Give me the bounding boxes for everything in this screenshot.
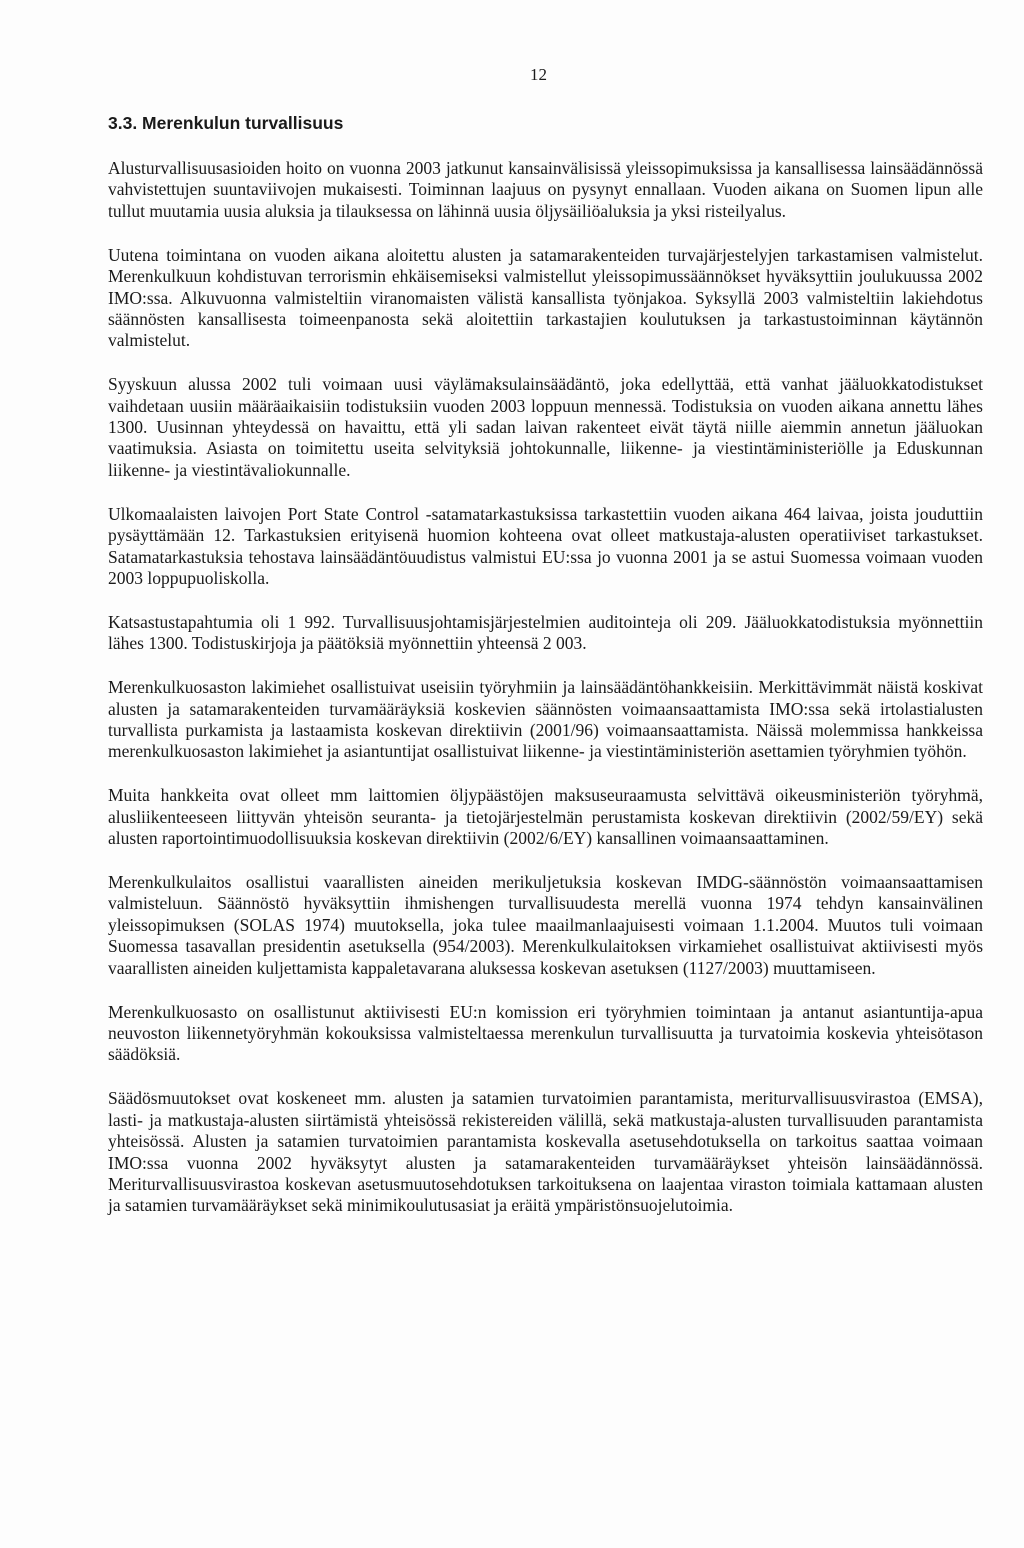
document-body [108, 158, 983, 1239]
paragraph-imdg: Merenkulkulaitos osallistui vaarallisten aineiden merikuljetuksia koskevan IMDG-säännöstön voimaansaattamisen valmisteluun. Säännöstö hyväksyttiin ihmishengen turvallisuudesta merellä vuonna 1974 tehdyn kansainvälinen yleissopimuksen (SOLAS 1974) muutoksella, joka tulee maailmanlaajuisesti voimaan 1.1.2004. Muutos tuli voimaan Suomessa tasavallan presidentin asetuksella (954/2003). Merenkulkulaitoksen virkamiehet osallistuivat aktiivisesti myös vaarallisten aineiden kuljettamista kappaletavarana aluksessa koskevan asetuksen (1127/2003) muuttamiseen. [108, 872, 983, 978]
section-heading: 3.3. Merenkulun turvallisuus [108, 113, 344, 133]
paragraph-vaylamaksu: Syyskuun alussa 2002 tuli voimaan uusi väylämaksulainsäädäntö, joka edellyttää, että vanhat jääluokkatodistukset vaihdetaan uusiin määräaikaisiin todistuksiin vuoden 2003 loppuun mennessä. Todistuksia on vuoden aikana annettu lähes 1300. Uusinnan yhteydessä on havaittu, että yli sadan laivan rakenteet eivät täytä niille aiemmin annetun jääluokan vaatimuksia. Asiasta on toimitettu useita selvityksiä johtokunnalle, liikenne- ja viestintäministeriölle ja Eduskunnan liikenne- ja viestintävaliokunnalle. [108, 374, 983, 480]
page-number: 12 [530, 65, 547, 84]
paragraph-turvajarjestelyt: Uutena toimintana on vuoden aikana aloitettu alusten ja satamarakenteiden turvajärjestelyjen tarkastamisen valmistelut. Merenkulkuun kohdistuvan terrorismin ehkäisemiseksi valmistellut yleissopimussäännökset hyväksyttiin joulukuussa 2002 IMO:ssa. Alkuvuonna valmisteltiin viranomaisten välistä kansallista työnjakoa. Syksyllä 2003 valmisteltiin lakiehdotus säännösten kansallisesta toimeenpanosta sekä aloitettiin tarkastajien koulutuksen ja tarkastustoiminnan käytännön valmistelut. [108, 244, 983, 351]
paragraph-port-state-control: Ulkomaalaisten laivojen Port State Control -satamatarkastuksissa tarkastettiin vuoden aikana 464 laivaa, joista jouduttiin pysäyttämään 12. Tarkastuksien erityisenä huomion kohteena ovat olleet matkustaja-alusten operatiiviset tarkastukset. Satamatarkastuksia tehostava lainsäädäntöuudistus valmistui EU:ssa jo vuonna 2001 ja se astui Suomessa voimaan vuoden 2003 loppupuoliskolla. [108, 503, 983, 588]
paragraph-muut-hankkeet: Muita hankkeita ovat olleet mm laittomien öljypäästöjen maksuseuraamusta selvittävä oikeusministeriön työryhmä, alusliikenteeseen liittyvän yhteisön seuranta- ja tietojärjestelmän perustamista koskevan direktiivin (2002/59/EY) sekä alusten raportointimuodollisuuksia koskevan direktiivin (2002/6/EY) kansallinen voimaansaattaminen. [108, 785, 983, 849]
paragraph-eu-tyoryhmat: Merenkulkuosasto on osallistunut aktiivisesti EU:n komission eri työryhmien toimintaan ja antanut asiantuntija-apua neuvoston liikennetyöryhmän kokouksissa valmisteltaessa merenkulun turvallisuutta ja turvatoimia koskevia yhteisötason säädöksiä. [108, 1001, 983, 1065]
paragraph-saadosmuutokset: Säädösmuutokset ovat koskeneet mm. alusten ja satamien turvatoimien parantamista, meriturvallisuusvirastoa (EMSA), lasti- ja matkustaja-alusten siirtämistä yhteisössä rekistereiden välillä, sekä matkustaja-alusten turvallisuuden parantamista yhteisössä. Alusten ja satamien turvatoimien parantamista koskevalla asetusehdotuksella on tarkoitus saattaa voimaan IMO:ssa vuonna 2002 hyväksytyt alusten ja satamarakenteiden turvamääräykset yhteisön lainsäädännössä. Meriturvallisuusvirastoa koskevan asetusmuutosehdotuksen tarkoituksena on laajentaa viraston toimiala kattamaan alusten ja satamien turvamääräykset sekä minimikoulutusasiat ja eräitä ympäristönsuojelutoimia. [108, 1088, 983, 1216]
paragraph-katsastus: Katsastustapahtumia oli 1 992. Turvallisuusjohtamisjärjestelmien auditointeja oli 209. Jääluokkatodistuksia myönnettiin lähes 1300. Todistuskirjoja ja päätöksiä myönnettiin yhteensä 2 003. [108, 611, 983, 654]
paragraph-alusturvallisuus: Alusturvallisuusasioiden hoito on vuonna 2003 jatkunut kansainvälisissä yleissopimuksissa ja kansallisessa lainsäädännössä vahvistettujen suuntaviivojen mukaisesti. Toiminnan laajuus on pysynyt ennallaan. Vuoden aikana on Suomen lipun alle tullut muutamia uusia aluksia ja tilauksessa on lähinnä uusia öljysäiliöaluksia ja yksi risteilyalus. [108, 158, 983, 221]
paragraph-lakimiehet: Merenkulkuosaston lakimiehet osallistuivat useisiin työryhmiin ja lainsäädäntöhankkeisiin. Merkittävimmät näistä koskivat alusten ja satamarakenteiden turvamääräyksiä koskevien säännösten voimaansaattamista IMO:ssa sekä irtolastialusten turvallista purkamista ja lastaamista koskevan direktiivin (2001/96) voimaansaattamista. Näissä molemmissa hankkeissa merenkulkuosaston lakimiehet ja asiantuntijat osallistuivat liikenne- ja viestintäministeriön asettamien työryhmien työhön. [108, 677, 983, 762]
